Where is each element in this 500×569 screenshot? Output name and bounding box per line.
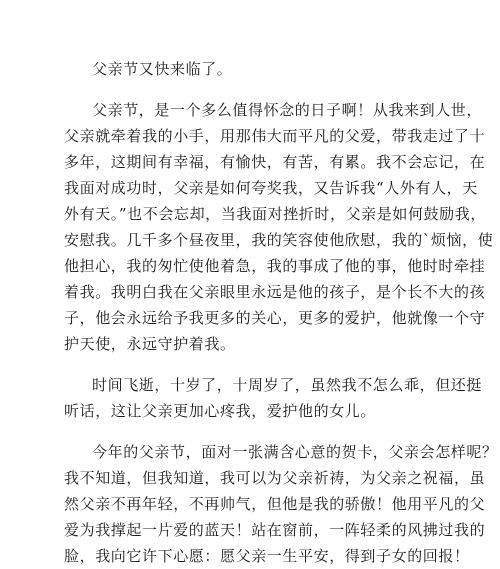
text-line: 父亲节又快来临了。	[92, 60, 233, 78]
text-line: 时间飞逝，十岁了，十周岁了，虽然我不怎么乖，但还挺	[92, 376, 483, 394]
paragraph-intro	[64, 56, 436, 82]
text-line: 我面对成功时，父亲是如何夸奖我，又告诉我“人外有人，天	[64, 179, 478, 197]
paragraph-fathers-day-memories	[64, 97, 494, 357]
text-line: 护天使，永远守护着我。	[64, 335, 236, 353]
text-line: 外有天。”也不会忘却，当我面对挫折时，父亲是如何鼓励我，	[64, 205, 486, 223]
text-line: 父亲就牵着我的小手，用那伟大而平凡的父爱，带我走过了十	[64, 127, 486, 145]
text-line: 子，他会永远给予我更多的关心，更多的爱护，他就像一个守	[64, 309, 486, 327]
text-line: 我不知道，但我知道，我可以为父亲祈祷，为父亲之祝福，虽	[64, 469, 486, 487]
text-line: 脸，我向它许下心愿：愿父亲一生平安，得到子女的回报！	[64, 547, 470, 565]
text-line: 然父亲不再年轻，不再帅气，但他是我的骄傲！他用平凡的父	[64, 495, 486, 513]
text-line: 爱为我撑起一片爱的蓝天！站在窗前，一阵轻柔的风拂过我的	[64, 521, 486, 539]
text-line: 他担心，我的匆忙使他着急，我的事成了他的事，他时时牵挂	[64, 257, 486, 275]
text-line: 今年的父亲节，面对一张满含心意的贺卡，父亲会怎样呢？	[92, 443, 498, 461]
text-line: 听话，这让父亲更加心疼我，爱护他的女儿。	[64, 402, 377, 420]
paragraph-this-year	[64, 439, 498, 569]
article-body	[64, 56, 498, 569]
paragraph-gap	[64, 82, 436, 97]
paragraph-gap	[64, 424, 436, 439]
text-line: 着我。我明白我在父亲眼里永远是他的孩子，是个长不大的孩	[64, 283, 486, 301]
paragraph-time-flies	[64, 372, 483, 424]
text-line: 多年，这期间有幸福，有愉快，有苦，有累。我不会忘记，在	[64, 153, 486, 171]
text-line: 安慰我。几千多个昼夜里，我的笑容使他欣慰，我的`烦恼，使	[64, 231, 494, 249]
paragraph-gap	[64, 357, 436, 372]
text-line: 父亲节，是一个多么值得怀念的日子啊！从我来到人世，	[92, 101, 483, 119]
